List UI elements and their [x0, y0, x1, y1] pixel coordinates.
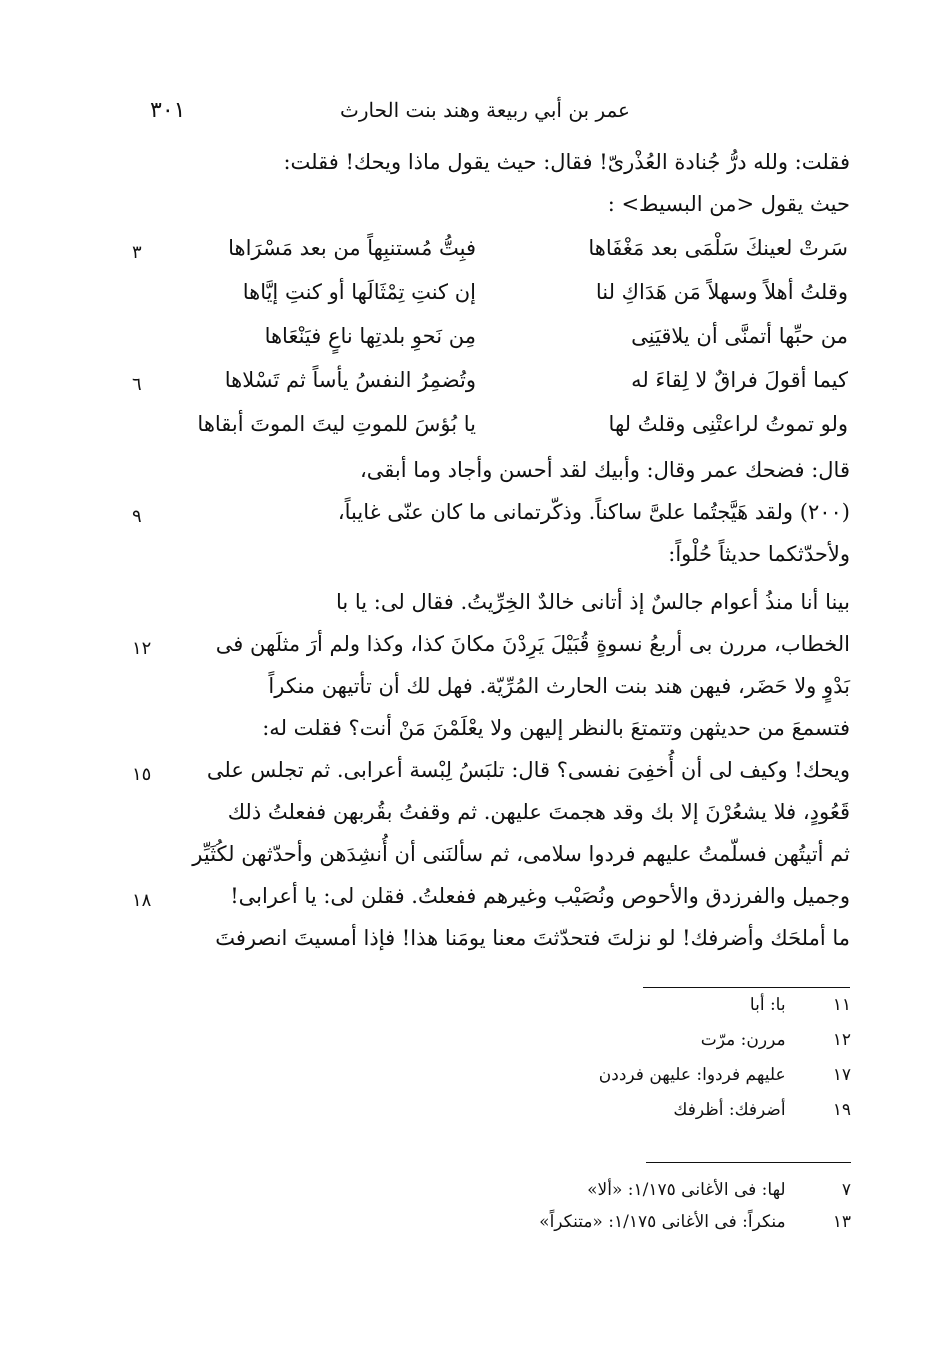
verse-line: [148, 324, 848, 366]
footnote-text: مررن: مرّت: [700, 1030, 786, 1050]
body-line: ولأحدّثكما حديثاً حُلْواً:: [668, 542, 850, 566]
line-number: ٣: [132, 242, 142, 263]
body-line: (٢٠٠) ولقد هَيَّجتُما علىَّ ساكناً. وذكّرتمانى ما كان عنّى غايباً،: [337, 500, 850, 524]
footnote: [351, 1030, 851, 1060]
verse-second-hemistich: فبِتُّ مُستنبِهاً من بعد مَسْرَاها: [228, 236, 476, 260]
line-number: ١٨: [132, 890, 152, 911]
footnote: [351, 995, 851, 1025]
verse-second-hemistich: مِن نَحوِ بلدتِها ناعٍ فيَنْعَاها: [264, 324, 476, 348]
verse-line: [148, 280, 848, 322]
page-header: [150, 93, 630, 127]
footnote-number: ١٧: [832, 1065, 851, 1085]
running-title: عمر بن أبي ربيعة وهند بنت الحارث: [339, 98, 630, 122]
verse-second-hemistich: وتُضمِرُ النفسُ يأساً ثم تَسْلاها: [224, 368, 476, 392]
body-line: قال: فضحك عمر وقال: وأبيك لقد أحسن وأجاد وما أبقى،: [359, 458, 850, 482]
footnote: [351, 1180, 851, 1210]
body-line: بَدْوٍ ولا حَضَر، فيهن هند بنت الحارث المُرِّيّة. فهل لك أن تأتيهن منكراً: [268, 674, 850, 698]
line-number: ١٢: [132, 638, 152, 659]
footnote: [351, 1065, 851, 1095]
verse-line: [148, 368, 848, 410]
footnote-text: منكراً: فى الأغانى ١/١٧٥: «متنكراً»: [539, 1212, 786, 1232]
verse-first-hemistich: كيما أقولَ فراقٌ لا لِقاءَ له: [631, 368, 848, 392]
footnote-number: ١٩: [832, 1100, 851, 1120]
verse-line: [148, 412, 848, 454]
verse-first-hemistich: سَرتْ لعينكَ سَلْمَى بعد مَغْفَاها: [588, 236, 848, 260]
body-line: بينا أنا منذُ أعوام جالسٌ إذ أتانى خالدٌ الخِرِّيتُ. فقال لى: يا با: [335, 590, 850, 614]
verse-second-hemistich: إن كنتِ تِمْثَالَها أو كنتِ إيَّاها: [242, 280, 476, 304]
verse-first-hemistich: من حبِّها أتمنَّى أن يلاقيَنِى: [631, 324, 848, 348]
footnote: [351, 1212, 851, 1242]
footnote-number: ١٣: [832, 1212, 851, 1232]
line-number: ١٥: [132, 764, 152, 785]
footnote-text: أضرفك: أظرفك: [673, 1100, 786, 1120]
line-number: ٦: [132, 374, 142, 395]
footnote-text: عليهم فردوا: عليهن فرددن: [598, 1065, 786, 1085]
footnote-text: لها: فى الأغانى ١/١٧٥: «ألا»: [587, 1180, 786, 1200]
footnote-rule: [646, 1162, 851, 1163]
footnote-number: ٧: [841, 1180, 851, 1200]
body-line: قَعُودٍ، فلا يشعُرْنَ إلا بك وقد هجمتَ عليهن. ثم وقفتُ بقُربهن ففعلتُ ذلك: [227, 800, 850, 824]
body-line: ثم أتيتُهن فسلّمتُ عليهم فردوا سلامى، ثم سألنَنى أن أُنشِدَهن وأحدّثهن لكُثَيِّر: [192, 842, 850, 866]
footnote-rule: [643, 987, 850, 988]
verse-first-hemistich: ولو تموتُ لراعتْنِى وقلتُ لها: [608, 412, 848, 436]
body-line: فقلت: ولله درُّ جُنادة العُذْرىّ! فقال: حيث يقول ماذا ويحك! فقلت:: [283, 150, 850, 174]
body-line: ويحك! وكيف لى أن أُخفِىَ نفسى؟ قال: تلبَسُ لِبْسة أعرابى. ثم تجلس على: [206, 758, 850, 782]
body-line: وجميل والفرزدق والأحوص ونُصَيْب وغيرهم ففعلتُ. فقلن لى: يا أعرابى!: [230, 884, 850, 908]
footnote-number: ١١: [832, 995, 851, 1015]
body-line: ما أملحَك وأضرفك! لو نزلتَ فتحدّثتَ معنا يومَنا هذا! فإذا أمسيتَ انصرفتَ: [215, 926, 850, 950]
page-number: ٣٠١: [150, 97, 186, 123]
verse-first-hemistich: وقلتُ أهلاً وسهلاً مَن هَدَاكِ لنا: [595, 280, 848, 304]
body-line: فتسمعَ من حديثهن وتتمتعَ بالنظر إليهن ولا يعْلَمْنَ مَنْ أنت؟ فقلت له:: [262, 716, 850, 740]
verse-line: [148, 236, 848, 278]
body-line: حيث يقول <من البسيط> :: [607, 192, 850, 216]
footnote: [351, 1100, 851, 1130]
footnote-text: با: أبا: [749, 995, 786, 1015]
footnote-number: ١٢: [832, 1030, 851, 1050]
body-line: الخطاب، مررن بى أربعُ نسوةٍ قُبَيْلَ يَرِدْنَ مكانَ كذا، وكذا ولم أرَ مثلَهن فى: [215, 632, 850, 656]
verse-second-hemistich: يا بُؤسَ للموتِ ليتَ الموتَ أبقاها: [197, 412, 476, 436]
line-number: ٩: [132, 506, 142, 527]
